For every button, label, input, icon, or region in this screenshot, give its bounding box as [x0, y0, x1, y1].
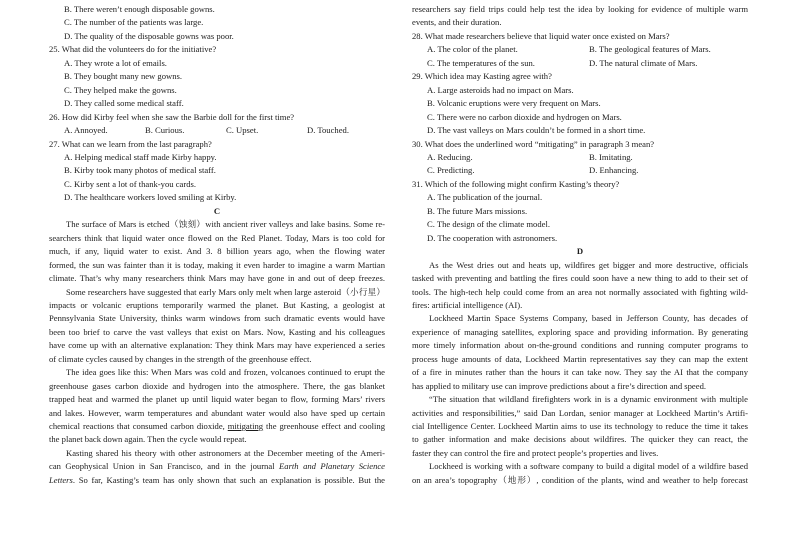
- q31-option-c[interactable]: C. The design of the climate model.: [427, 219, 550, 230]
- text-line: of a fire in minutes rather than the hours it can take now. They say the AI that the company: [412, 367, 748, 378]
- passage-d-paragraph-2: [412, 312, 748, 393]
- text-line: more timely information about on-the-ground conditions and running computer programs to: [412, 340, 748, 351]
- text-line: impacts or volcanic eruptions temporarily warmed the planet. But Kasting, a geologist at: [49, 299, 385, 310]
- q28-option-b[interactable]: B. The geological features of Mars.: [589, 44, 711, 55]
- text-line-with-journal: [49, 460, 385, 473]
- q28-option-c[interactable]: C. The temperatures of the sun.: [427, 57, 535, 68]
- q27-option-d[interactable]: D. The healthcare workers loved smiling at Kirby.: [64, 192, 237, 203]
- q28-option-a[interactable]: A. The color of the planet.: [427, 44, 518, 55]
- section-c-heading: C: [213, 205, 221, 216]
- q26-option-b[interactable]: B. Curious.: [145, 125, 185, 136]
- q25-option-a[interactable]: A. They wrote a lot of emails.: [64, 57, 167, 68]
- text-line: activities and responsibilities,” said Dan Lordan, senior manager at Lockheed Martin’s Artifi-: [412, 407, 748, 418]
- text-line: much, if any, liquid water to exist. And 3. 8 billion years ago, when the flowing water: [49, 246, 385, 257]
- text-segment: 30. What does the underlined word “: [412, 138, 539, 149]
- q31-option-b[interactable]: B. The future Mars missions.: [427, 205, 528, 216]
- q29-option-d[interactable]: D. The vast valleys on Mars couldn’t be formed in a short time.: [427, 125, 646, 136]
- q24-option-d[interactable]: D. The quality of the disposable gowns was poor.: [64, 30, 234, 41]
- q26-options: [49, 124, 385, 137]
- text-line: fires: artificial intelligence (AI).: [412, 299, 523, 310]
- text-line: on an area’s topography（地形）, condition of the plants, wind and weather to help forecast: [412, 474, 748, 485]
- text-line: to gather information and make decisions about wildfires. The quicker they can react, the: [412, 434, 748, 445]
- q29-option-a[interactable]: A. Large asteroids had no impact on Mars.: [427, 84, 574, 95]
- text-line: experience of managing satellites, exploring space and providing information. By generating: [412, 326, 748, 337]
- text-segment: . So far, Kasting’s team has only shown that such an explanation is possible. But the: [72, 474, 385, 485]
- q27-option-a[interactable]: A. Helping medical staff made Kirby happy.: [64, 151, 217, 162]
- q25-option-c[interactable]: C. They helped make the gowns.: [64, 84, 177, 95]
- q25-stem: 25. What did the volunteers do for the initiative?: [49, 44, 217, 55]
- q26-option-d[interactable]: D. Touched.: [307, 125, 349, 136]
- text-line: Lockheed Martin Space Systems Company, based in Jefferson County, has decades of: [429, 313, 748, 324]
- q29-stem: 29. Which idea may Kasting agree with?: [412, 71, 552, 82]
- q28-options-row-2: [412, 57, 748, 70]
- q27-option-b[interactable]: B. Kirby took many photos of medical staff.: [64, 165, 216, 176]
- q26-option-a[interactable]: A. Annoyed.: [64, 125, 108, 136]
- passage-c-paragraph-4-continued: [412, 3, 748, 30]
- q30-option-c[interactable]: C. Predicting.: [427, 165, 475, 176]
- q25-option-b[interactable]: B. They bought many new gowns.: [64, 71, 182, 82]
- q30-option-b[interactable]: B. Imitating.: [589, 151, 633, 162]
- text-line: As the West dries out and heats up, wildfires get bigger and more destructive, officials: [429, 259, 748, 270]
- text-line: been too brief to carve the vast valleys that exist on Mars. Now, Kasting and his colleagues: [49, 326, 385, 337]
- text-line: The idea goes like this: When Mars was cold and frozen, volcanoes continued to erupt the: [66, 367, 385, 378]
- right-column: [412, 3, 748, 487]
- text-line: have come up with an alternative explanation: They think Mars may have experienced a series: [49, 340, 385, 351]
- q29-option-b[interactable]: B. Volcanic eruptions were very frequent on Mars.: [427, 98, 601, 109]
- text-line-with-underlined-word: [49, 420, 385, 433]
- text-line: formed, the sun was fainter than it is today, making it even harder to imagine a warm Martian: [49, 259, 385, 270]
- q30-stem: [412, 138, 748, 151]
- text-line: The surface of Mars is etched（蚀刻）with ancient river valleys and lake basins. Some re-: [66, 219, 385, 230]
- q24-option-b[interactable]: B. There weren’t enough disposable gowns.: [64, 4, 215, 14]
- q31-option-d[interactable]: D. The cooperation with astronomers.: [427, 232, 558, 243]
- text-segment: the greenhouse effect and cooling: [263, 421, 385, 432]
- q24-option-c[interactable]: C. The number of the patients was large.: [64, 17, 204, 28]
- underlined-word-mitigating: mitigating: [227, 421, 264, 432]
- q25-option-d[interactable]: D. They called some medical staff.: [64, 98, 184, 109]
- q27-option-c[interactable]: C. Kirby sent a lot of thank-you cards.: [64, 178, 196, 189]
- passage-c-paragraph-2: [49, 286, 385, 367]
- passage-d-paragraph-4: [412, 460, 748, 487]
- text-line-with-journal: [49, 474, 385, 487]
- passage-d-paragraph-3: [412, 393, 748, 460]
- text-line: Kasting shared his theory with other astronomers at the December meeting of the Ameri-: [66, 447, 385, 458]
- text-line: has applied to military use can improve predictions about a fire’s direction and speed.: [412, 380, 707, 391]
- q30-option-a[interactable]: A. Reducing.: [427, 151, 473, 162]
- left-column: [49, 3, 385, 487]
- text-line: and lakes. However, warm temperatures and abundant water would also have sped up certain: [49, 407, 385, 418]
- journal-title-end: Letters: [49, 474, 73, 485]
- text-line: Lockheed is working with a software company to build a digital model of a wildfire based: [429, 461, 748, 472]
- q31-option-a[interactable]: A. The publication of the journal.: [427, 192, 543, 203]
- q28-option-d[interactable]: D. The natural climate of Mars.: [589, 57, 698, 68]
- q28-stem: 28. What made researchers believe that liquid water once existed on Mars?: [412, 30, 670, 41]
- text-line: researchers say field trips could help test the idea by looking for evidence of multiple warm: [412, 4, 748, 14]
- text-line: “The situation that wildland firefighters work in is a dynamic environment with multiple: [429, 394, 748, 405]
- text-segment: ” in paragraph 3 mean?: [573, 138, 655, 149]
- text-line: faster they can control the fire and protect people’s properties and lives.: [412, 447, 659, 458]
- text-line: the planet back down again. Then the cycle would repeat.: [49, 434, 247, 445]
- passage-c-paragraph-4: [49, 447, 385, 487]
- section-d-heading: D: [576, 246, 584, 257]
- text-line: events, and their duration.: [412, 17, 502, 28]
- text-segment: can Geophysical Union in San Francisco, and in the journal: [49, 461, 280, 472]
- journal-title: Earth and Planetary Science: [279, 461, 385, 472]
- q30-target-word: mitigating: [538, 138, 574, 149]
- text-line: cial Intelligence Center. Lockheed Martin aims to use its technology to reduce the time it takes: [412, 421, 748, 432]
- passage-d-paragraph-1: [412, 259, 748, 313]
- q29-option-c[interactable]: C. There were no carbon dioxide and hydrogen on Mars.: [427, 111, 622, 122]
- text-line: process huge amounts of data, Lockheed Martin representatives say they can map the extent: [412, 353, 748, 364]
- q30-options-row-1: [412, 151, 748, 164]
- text-line: tasked with preventing and battling the fires could soon have a new thing to add to their set of: [412, 273, 748, 284]
- q27-stem: 27. What can we learn from the last paragraph?: [49, 138, 212, 149]
- text-line: Pennsylvania State University, thinks warm windows from such dramatic events would have: [49, 313, 385, 324]
- q30-options-row-2: [412, 164, 748, 177]
- q31-stem: 31. Which of the following might confirm Kasting’s theory?: [412, 178, 620, 189]
- text-segment: chemical reactions that consumed carbon dioxide,: [49, 421, 228, 432]
- text-line: trapped heat and warmed the planet up until liquid water began to flow, forming Mars’ rivers: [49, 394, 385, 405]
- text-line: searchers think that liquid water once flowed on the Red Planet. Today, Mars is too cold for: [49, 232, 385, 243]
- passage-c-paragraph-1: [49, 218, 385, 285]
- q28-options-row-1: [412, 43, 748, 56]
- q26-stem: 26. How did Kirby feel when she saw the Barbie doll for the first time?: [49, 111, 295, 122]
- text-line: greenhouse gases carbon dioxide and hydrogen into the atmosphere. There, the gas blanket: [49, 380, 385, 391]
- passage-c-paragraph-3: [49, 366, 385, 447]
- q26-option-c[interactable]: C. Upset.: [226, 125, 259, 136]
- text-line: climate. That’s why many researchers think Mars may have gone in and out of deep freezes.: [49, 273, 385, 284]
- text-line: Some researchers have suggested that early Mars only melt when large asteroid（小行星）: [66, 286, 385, 297]
- text-line: of climate cycles caused by changes in the strength of the greenhouse effect.: [49, 353, 312, 364]
- text-line: tools. The high-tech help could come from an area not normally associated with fighting wild-: [412, 286, 748, 297]
- q30-option-d[interactable]: D. Enhancing.: [589, 165, 639, 176]
